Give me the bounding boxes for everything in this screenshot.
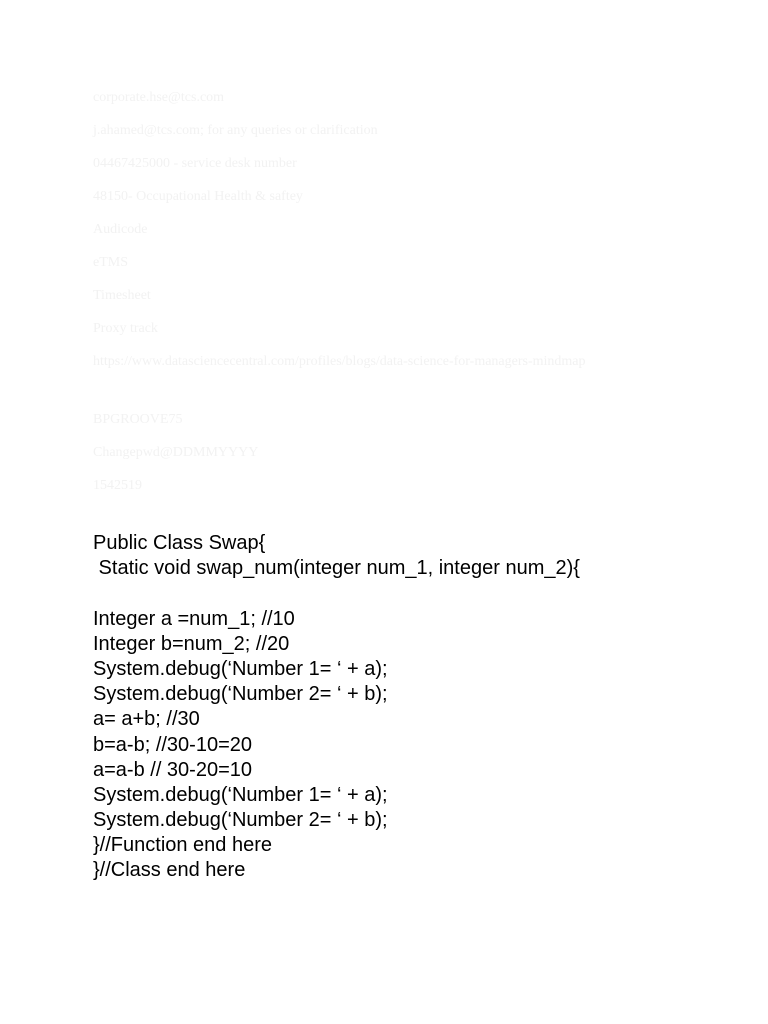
faint-note-etms: eTMS xyxy=(93,255,128,270)
code-line: System.debug(‘Number 2= ‘ + b); xyxy=(93,683,388,706)
code-line: a= a+b; //30 xyxy=(93,708,200,731)
faint-notes xyxy=(93,88,653,509)
faint-note-timesheet: Timesheet xyxy=(93,288,151,303)
code-line: Static void swap_num(integer num_1, integer num_2){ xyxy=(93,557,580,580)
code-line: Integer a =num_1; //10 xyxy=(93,607,295,630)
code-line: Public Class Swap{ xyxy=(93,532,266,554)
code-line: System.debug(‘Number 1= ‘ + a); xyxy=(93,783,388,806)
code-line: System.debug(‘Number 1= ‘ + a); xyxy=(93,657,388,680)
code-line-blank xyxy=(93,581,733,606)
faint-note-id: BPGROOVE75 xyxy=(93,412,183,427)
faint-note-link: https://www.datasciencecentral.com/profiles/blogs/data-science-for-managers-mindmap xyxy=(93,354,586,369)
faint-note-proxy: Proxy track xyxy=(93,321,158,336)
code-line: }//Class end here xyxy=(93,859,246,882)
faint-note-code: 48150- Occupational Health & saftey xyxy=(93,189,303,204)
code-line: }//Function end here xyxy=(93,834,273,857)
faint-note-email: corporate.hse@tcs.com xyxy=(93,90,225,105)
code-line: Integer b=num_2; //20 xyxy=(93,632,290,655)
code-block xyxy=(93,531,733,884)
faint-note-password: Changepwd@DDMMYYYY xyxy=(93,445,259,460)
faint-note-audicode: Audicode xyxy=(93,222,148,237)
code-line: a=a-b // 30-20=10 xyxy=(93,758,253,781)
faint-note-contact: j.ahamed@tcs.com; for any queries or clarification xyxy=(93,123,378,138)
code-line: b=a-b; //30-10=20 xyxy=(93,733,253,756)
faint-notes-spacer xyxy=(93,372,653,410)
code-line: System.debug(‘Number 2= ‘ + b); xyxy=(93,809,388,832)
faint-note-number: 1542519 xyxy=(93,478,142,493)
faint-note-phone: 04467425000 - service desk number xyxy=(93,156,297,171)
